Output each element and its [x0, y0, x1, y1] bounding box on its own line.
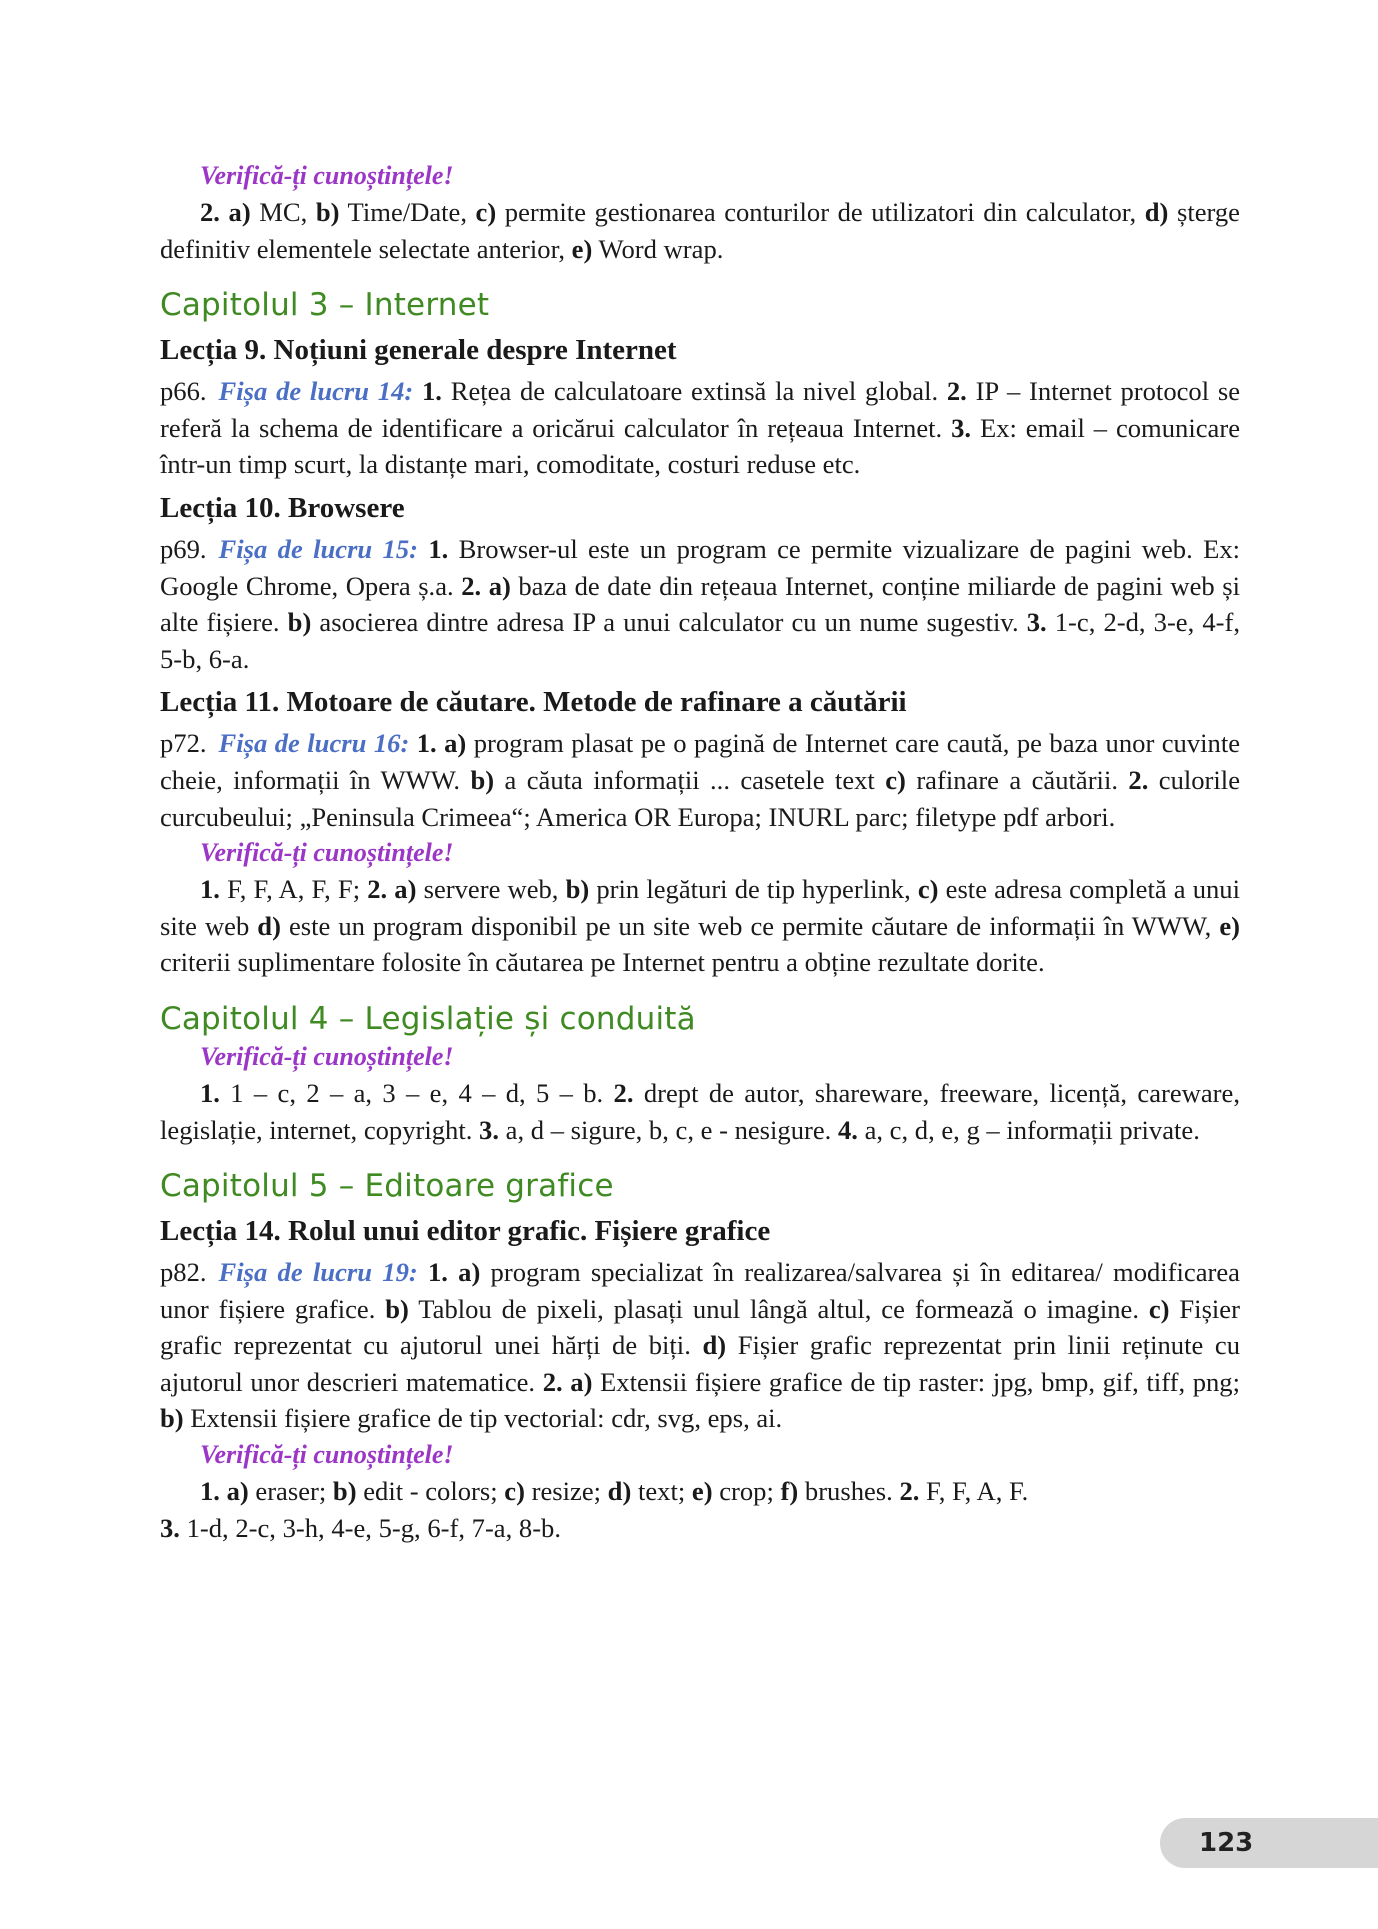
- section-heading-verifica: Verifică-ți cunoștințele!: [200, 838, 454, 868]
- section-heading-verifica: Verifică-ți cunoștințele!: [200, 1440, 454, 1470]
- page-number: 123: [1199, 1828, 1254, 1858]
- chapter-5-title: Capitolul 5 – Editoare grafice: [160, 1168, 614, 1205]
- paragraph-lesson-10: p69. Fișa de lucru 15: 1. Browser-ul este un program ce permite vizualizare de pagini web. Ex: Google Chrome, Opera ș.a. 2. a) baza de date din rețeaua Internet, conține miliarde de pagini web și alte fișiere. b) asocierea dintre adresa IP a unui calculator cu un nume sugestiv. 3. 1-c, 2-d, 3-e, 4-f, 5-b, 6-a.: [160, 533, 1241, 674]
- paragraph-lesson-11: p72. Fișa de lucru 16: 1. a) program plasat pe o pagină de Internet care caută, pe baza unor cuvinte cheie, informații în WWW. b) a căuta informații ... casetele text c) rafinare a căutării. 2. culorile curcubeului; „Peninsula Crimeea“; America OR Europa; INURL parc; filetype pdf arbori.: [160, 728, 1241, 832]
- paragraph-lesson-11-verifica: 1. F, F, A, F, F; 2. a) servere web, b) prin legături de tip hyperlink, c) este adresa completă a unui site web d) este un program disponibil pe un site web ce permite căutare de informații în WWW, e) criterii suplimentare folosite în căutarea pe Internet pentru a obține rezultate dorite.: [160, 874, 1240, 978]
- paragraph-chapter-4-verifica: 1. 1 – c, 2 – a, 3 – e, 4 – d, 5 – b. 2. drept de autor, shareware, freeware, licență, careware, legislație, internet, copyright. 3. a, d – sigure, b, c, e - nesigure. 4. a, c, d, e, g – informații private.: [160, 1077, 1240, 1145]
- lesson-14-title: Lecția 14. Rolul unui editor grafic. Fișiere grafice: [160, 1215, 771, 1248]
- lesson-10-title: Lecția 10. Browsere: [160, 491, 405, 524]
- page-number-tab: [1160, 1818, 1378, 1868]
- paragraph-lesson-14-verifica: 1. a) eraser; b) edit - colors; c) resize; d) text; e) crop; f) brushes. 2. F, F, A, F. 3. 1-d, 2-c, 3-h, 4-e, 5-g, 6-f, 7-a, 8-b.: [160, 1476, 1029, 1543]
- lesson-11-title: Lecția 11. Motoare de căutare. Metode de rafinare a căutării: [160, 686, 907, 719]
- lesson-9-title: Lecția 9. Noțiuni generale despre Internet: [160, 334, 677, 367]
- page-content: [160, 158, 1240, 1546]
- section-heading-verifica: Verifică-ți cunoștințele!: [200, 161, 454, 190]
- paragraph-answers: 2. a) MC, b) Time/Date, c) permite gestionarea conturilor de utilizatori din calculator, d) șterge definitiv elementele selectate anterior, e) Word wrap.: [160, 197, 1240, 264]
- paragraph-lesson-9: p66. Fișa de lucru 14: 1. Rețea de calculatoare extinsă la nivel global. 2. IP – Internet protocol se referă la schema de identificare a oricărui calculator în rețeaua Internet. 3. Ex: email – comunicare într-un timp scurt, la distanțe mari, comoditate, costuri reduse etc.: [160, 376, 1241, 480]
- chapter-4-title: Capitolul 4 – Legislație și conduită: [160, 1000, 696, 1037]
- chapter-3-title: Capitolul 3 – Internet: [160, 287, 490, 324]
- section-heading-verifica: Verifică-ți cunoștințele!: [200, 1041, 454, 1071]
- paragraph-lesson-14: p82. Fișa de lucru 19: 1. a) program specializat în realizarea/salvarea și în editarea/ modificarea unor fișiere grafice. b) Tablou de pixeli, plasați unul lângă altul, ce formează o imagine. c) Fișier grafic reprezentat cu ajutorul unei hărți de biți. d) Fișier grafic reprezentat prin linii reținute cu ajutorul unor descrieri matematice. 2. a) Extensii fișiere grafice de tip raster: jpg, bmp, gif, tiff, png; b) Extensii fișiere grafice de tip vectorial: cdr, svg, eps, ai.: [160, 1257, 1240, 1434]
